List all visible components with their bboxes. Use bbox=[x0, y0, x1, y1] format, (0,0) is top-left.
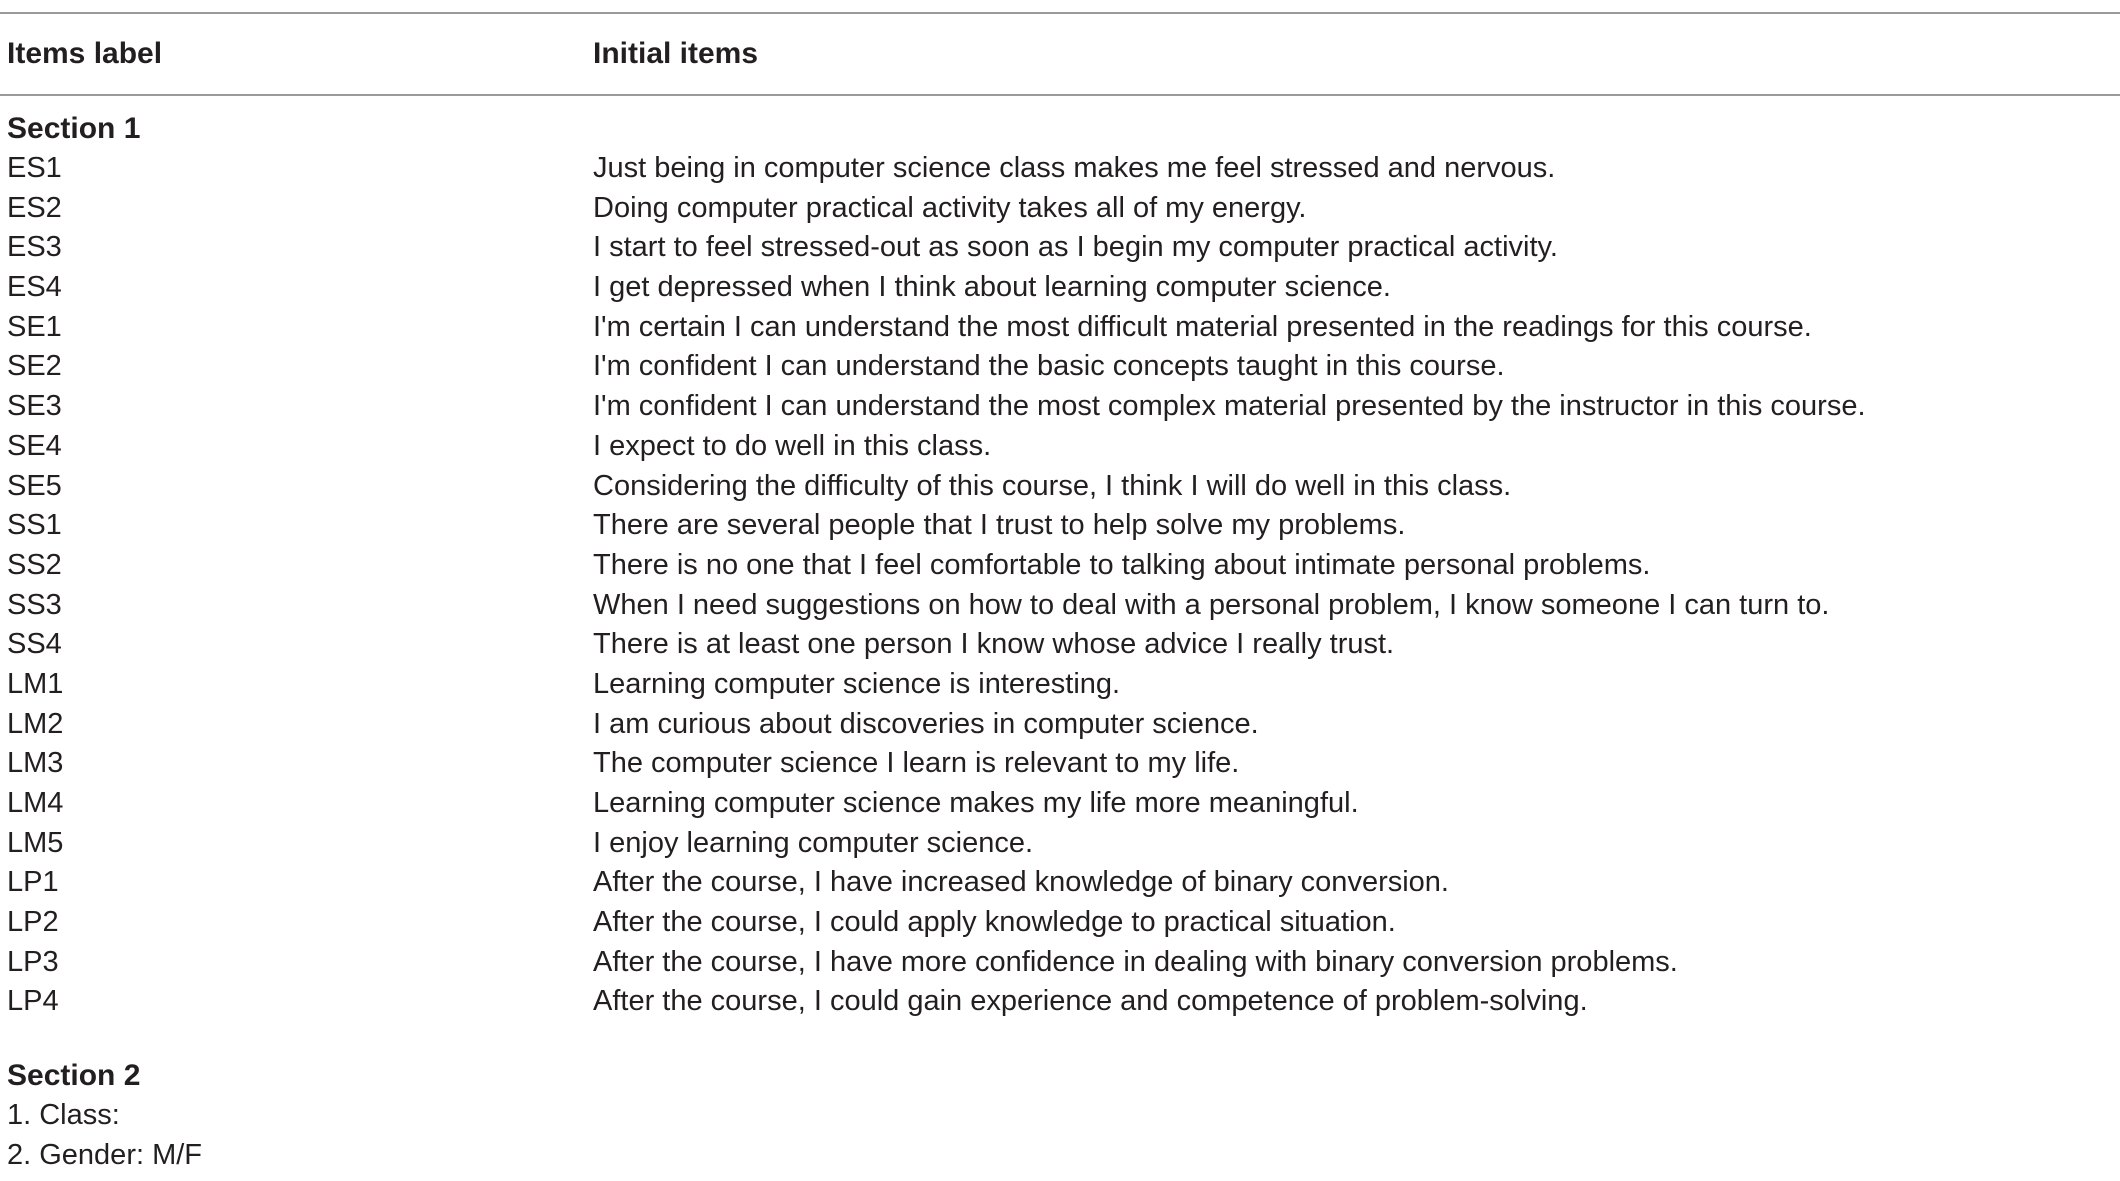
section-2-lines bbox=[0, 1096, 2120, 1175]
table-row bbox=[0, 347, 2120, 387]
table-row bbox=[0, 863, 2120, 903]
table-body bbox=[0, 96, 2120, 1176]
initial-item-cell: There is at least one person I know whose advice I really trust. bbox=[593, 628, 1395, 661]
table-row bbox=[0, 665, 2120, 705]
item-label-cell: ES1 bbox=[7, 152, 62, 184]
item-label-cell: SS4 bbox=[7, 628, 62, 661]
initial-item-cell: Just being in computer science class makes me feel stressed and nervous. bbox=[593, 152, 1556, 184]
table-header bbox=[0, 14, 2120, 94]
section-2 bbox=[0, 1055, 2120, 1175]
initial-item-cell: There are several people that I trust to help solve my problems. bbox=[593, 509, 1406, 542]
initial-item-cell: I'm confident I can understand the most complex material presented by the instructor in this course. bbox=[593, 390, 1866, 423]
item-label-cell: SS1 bbox=[7, 509, 62, 542]
initial-item-cell: There is no one that I feel comfortable to talking about intimate personal problems. bbox=[593, 548, 1651, 581]
initial-item-cell: I'm confident I can understand the basic concepts taught in this course. bbox=[593, 350, 1505, 383]
item-label-cell: LP3 bbox=[7, 945, 59, 978]
items-table bbox=[0, 12, 2120, 1176]
initial-item-cell: The computer science I learn is relevant to my life. bbox=[593, 747, 1240, 780]
table-row bbox=[0, 189, 2120, 229]
item-label-cell: ES3 bbox=[7, 231, 62, 264]
initial-item-cell: I enjoy learning computer science. bbox=[593, 826, 1034, 859]
initial-item-cell: After the course, I could gain experience and competence of problem-solving. bbox=[593, 985, 1588, 1018]
item-label-cell: SS2 bbox=[7, 548, 62, 581]
item-label-cell: SE1 bbox=[7, 310, 62, 343]
item-label-cell: LP1 bbox=[7, 866, 59, 899]
table-row bbox=[0, 149, 2120, 189]
table-row bbox=[0, 228, 2120, 268]
initial-item-cell: I'm certain I can understand the most difficult material presented in the readings for this course. bbox=[593, 310, 1812, 343]
table-row bbox=[0, 982, 2120, 1022]
table-row bbox=[0, 467, 2120, 507]
item-label-cell: SE2 bbox=[7, 350, 62, 383]
initial-item-cell: Learning computer science makes my life more meaningful. bbox=[593, 787, 1359, 819]
item-label-cell: SS3 bbox=[7, 588, 62, 621]
section-2-line: 1. Class: bbox=[7, 1099, 120, 1132]
section-2-title: Section 2 bbox=[7, 1059, 141, 1093]
section-1-rows bbox=[0, 149, 2120, 1022]
section-1-title: Section 1 bbox=[7, 112, 141, 145]
initial-item-cell: Learning computer science is interesting. bbox=[593, 667, 1121, 700]
section-2-line: 2. Gender: M/F bbox=[7, 1138, 203, 1171]
table-row bbox=[0, 268, 2120, 308]
table-row bbox=[0, 824, 2120, 864]
item-label-cell: LP4 bbox=[7, 985, 59, 1018]
initial-item-cell: I am curious about discoveries in computer science. bbox=[593, 707, 1259, 740]
table-row bbox=[0, 943, 2120, 983]
table-row bbox=[0, 427, 2120, 467]
initial-item-cell: After the course, I could apply knowledge to practical situation. bbox=[593, 906, 1396, 939]
initial-item-cell: When I need suggestions on how to deal with a personal problem, I know someone I can turn to. bbox=[593, 588, 1830, 621]
table-row bbox=[0, 506, 2120, 546]
item-label-cell: LM5 bbox=[7, 826, 64, 859]
item-label-cell: ES4 bbox=[7, 271, 62, 304]
table-row bbox=[0, 903, 2120, 943]
item-label-cell: LM4 bbox=[7, 787, 64, 819]
table-row bbox=[0, 308, 2120, 348]
table-row bbox=[0, 744, 2120, 784]
table-row bbox=[0, 546, 2120, 586]
table-row bbox=[0, 784, 2120, 824]
item-label-cell: ES2 bbox=[7, 191, 62, 224]
table-row bbox=[0, 705, 2120, 745]
item-label-cell: LM3 bbox=[7, 747, 64, 780]
initial-item-cell: Doing computer practical activity takes all of my energy. bbox=[593, 191, 1307, 224]
item-label-cell: SE4 bbox=[7, 429, 62, 462]
item-label-cell: SE3 bbox=[7, 390, 62, 423]
item-label-cell: LP2 bbox=[7, 906, 59, 939]
table-row bbox=[0, 625, 2120, 665]
initial-item-cell: After the course, I have more confidence in dealing with binary conversion problems. bbox=[593, 945, 1678, 978]
table-row bbox=[0, 387, 2120, 427]
initial-item-cell: I start to feel stressed-out as soon as I begin my computer practical activity. bbox=[593, 231, 1558, 264]
item-label-cell: LM1 bbox=[7, 667, 64, 700]
initial-item-cell: I get depressed when I think about learning computer science. bbox=[593, 271, 1391, 304]
header-initial-items: Initial items bbox=[593, 37, 759, 70]
table-row bbox=[0, 586, 2120, 626]
item-label-cell: SE5 bbox=[7, 469, 62, 502]
initial-item-cell: Considering the difficulty of this course, I think I will do well in this class. bbox=[593, 469, 1512, 502]
initial-item-cell: After the course, I have increased knowledge of binary conversion. bbox=[593, 866, 1449, 899]
header-items-label: Items label bbox=[7, 37, 163, 70]
initial-item-cell: I expect to do well in this class. bbox=[593, 429, 992, 462]
item-label-cell: LM2 bbox=[7, 707, 64, 740]
